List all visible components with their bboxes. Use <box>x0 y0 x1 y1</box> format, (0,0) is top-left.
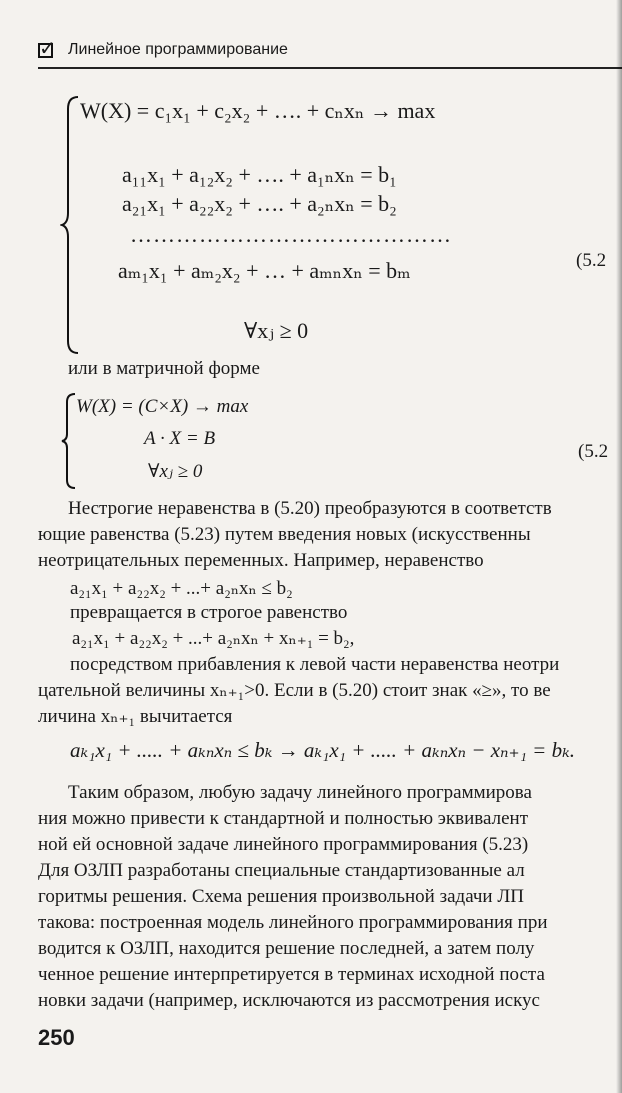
paragraph-2-line-3: ной ей основной задаче линейного программирования (5.23) <box>38 834 529 855</box>
paragraph-2-line-1: Таким образом, любую задачу линейного программирова <box>68 782 532 803</box>
paragraph-2-line-5: горитмы решения. Схема решения произвольной задачи ЛП <box>38 886 524 907</box>
constraint-ellipsis: …………………………………… <box>130 222 452 247</box>
paragraph-1-line-3: неотрицательных переменных. Например, неравенство <box>38 550 484 571</box>
header-rule <box>38 67 622 69</box>
paragraph-2-line-8: ченное решение интерпретируется в терминах исходной поста <box>38 964 545 985</box>
equality-example: a₂₁x₁ + a₂₂x₂ + ...+ a₂ₙxₙ + xₙ₊₁ = b₂, <box>72 628 355 649</box>
checkmark-icon: ✓ <box>39 38 56 60</box>
objective-function: W(X) = c₁x₁ + c₂x₂ + …. + cₙxₙ → max <box>80 98 436 123</box>
equation-number-2: (5.2 <box>578 441 609 462</box>
paragraph-1-line-7: личина xₙ₊₁ вычитается <box>38 706 233 727</box>
running-header <box>38 40 288 60</box>
constraint-row-2: a₂₁x₁ + a₂₂x₂ + …. + a₂ₙxₙ = b₂ <box>122 191 397 216</box>
header-title: Линейное программирование <box>68 41 288 58</box>
matrix-objective: W(X) = (C×X) → max <box>76 396 249 417</box>
inequality-example: a₂₁x₁ + a₂₂x₂ + ...+ a₂ₙxₙ ≤ b₂ <box>70 578 293 599</box>
left-brace-large <box>60 95 84 355</box>
paragraph-2-line-4: Для ОЗЛП разработаны специальные стандартизованные ал <box>38 860 525 881</box>
matrix-constraint: A · X = B <box>144 428 216 449</box>
paragraph-2-line-6: такова: построенная модель линейного программирования при <box>38 912 548 933</box>
page-edge-shadow <box>616 0 622 1093</box>
equation-number-1: (5.2 <box>576 250 607 271</box>
constraint-row-1: a₁₁x₁ + a₁₂x₂ + …. + a₁ₙxₙ = b₁ <box>122 162 397 187</box>
paragraph-1-line-1: Нестрогие неравенства в (5.20) преобразуются в соответств <box>68 498 552 519</box>
constraint-row-m: aₘ₁x₁ + aₘ₂x₂ + … + aₘₙxₙ = bₘ <box>118 258 411 283</box>
paragraph-1-line-5: посредством прибавления к левой части неравенства неотри <box>70 654 560 675</box>
matrix-nonnegativity: ∀xⱼ ≥ 0 <box>148 461 203 482</box>
paragraph-1-line-2: ющие равенства (5.23) путем введения новых (искусственны <box>38 524 531 545</box>
paragraph-1-line-6: цательной величины xₙ₊₁>0. Если в (5.20) стоит знак «≥», то ве <box>38 680 551 701</box>
transformation-formula: aₖ₁x₁ + ..... + aₖₙxₙ ≤ bₖ → aₖ₁x₁ + ..... + aₖₙxₙ − xₙ₊₁ = bₖ. <box>70 738 576 762</box>
matrix-form-intro: или в матричной форме <box>68 358 260 379</box>
page-number: 250 <box>38 1025 75 1050</box>
paragraph-2-line-2: ния можно привести к стандартной и полностью эквивалент <box>38 808 529 829</box>
paragraph-2-line-9: новки задачи (например, исключаются из рассмотрения искус <box>38 990 540 1011</box>
paragraph-2-line-7: водится к ОЗЛП, находится решение последней, а затем полу <box>38 938 535 959</box>
paragraph-1-line-4: превращается в строгое равенство <box>70 602 348 623</box>
nonnegativity-1: ∀xⱼ ≥ 0 <box>244 318 309 343</box>
